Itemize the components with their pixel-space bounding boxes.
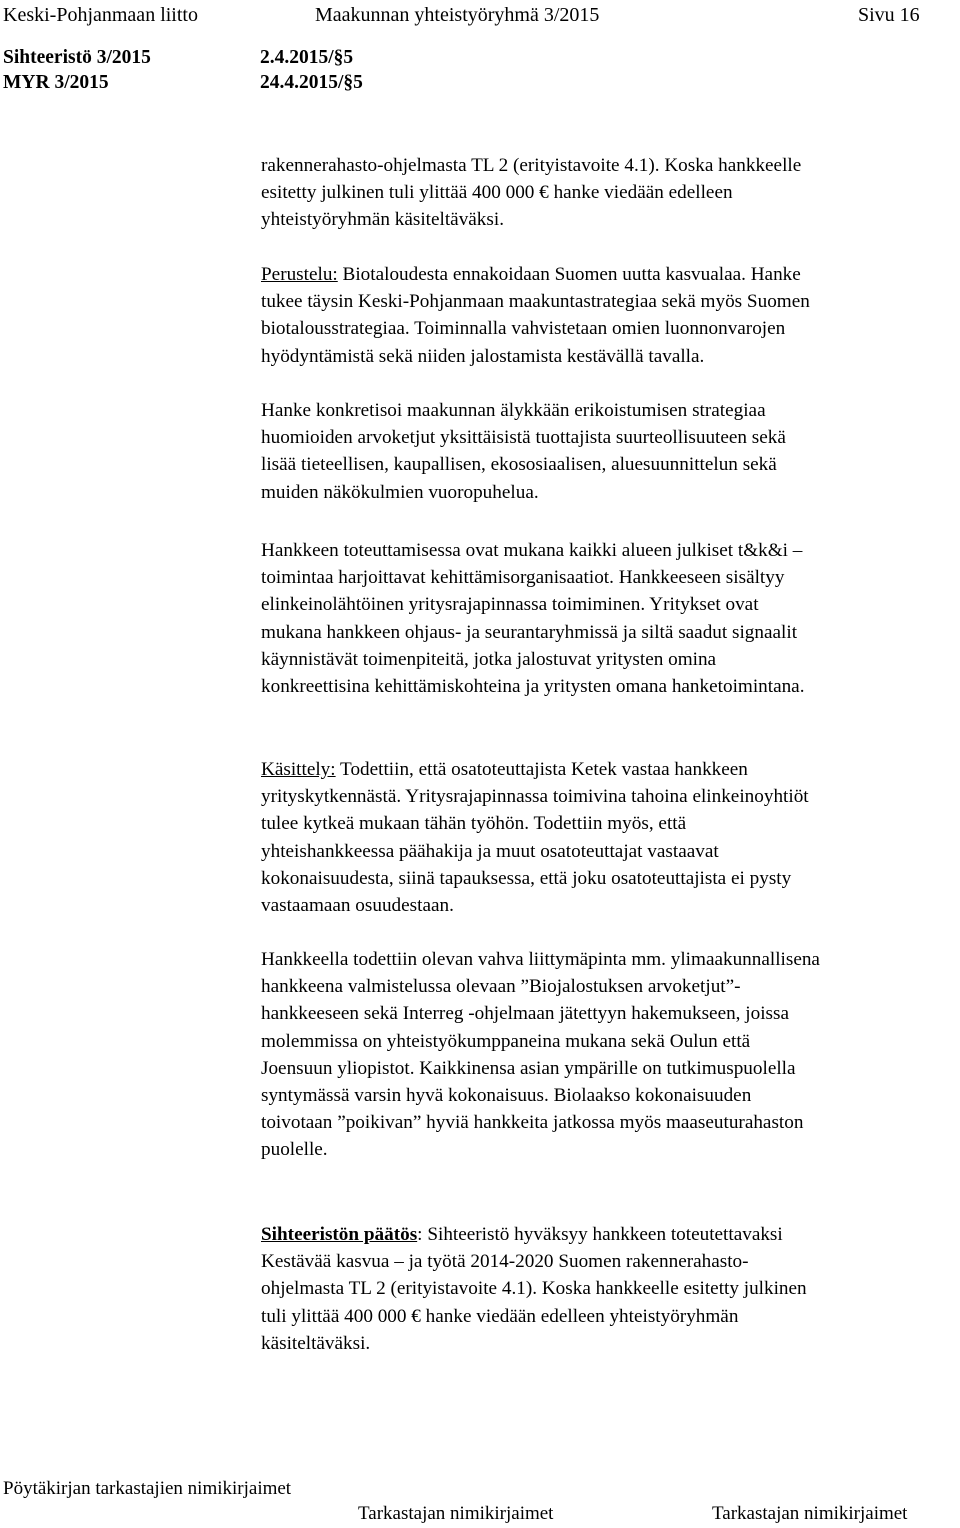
text-line: Hankkeella todettiin olevan vahva liittymäpinta mm. ylimaakunnallisena — [261, 949, 820, 970]
text-line: ohjelmasta TL 2 (erityistavoite 4.1). Koska hankkeelle esitetty julkinen — [261, 1278, 807, 1300]
decision-label: Sihteeristön päätös — [261, 1224, 418, 1245]
text-line: yrityskytkennästä. Yritysrajapinnassa toimivina tahoina elinkeinoyhtiöt — [261, 786, 809, 808]
text-line: Hankkeen toteuttamisessa ovat mukana kaikki alueen julkiset t&k&i – — [261, 540, 803, 561]
text-line: Todettiin, että osatoteuttajista Ketek vastaa hankkeen — [335, 759, 748, 780]
meta-myr-value: 24.4.2015/§5 — [260, 72, 363, 93]
justification-label: Perustelu: — [261, 264, 338, 285]
text-line: muiden näkökulmien vuoropuhelua. — [261, 481, 539, 503]
text-line: elinkeinolähtöinen yritysrajapinnassa toimiminen. Yritykset ovat — [261, 594, 759, 616]
paragraph-justification — [261, 261, 953, 370]
paragraph-handling — [261, 756, 953, 919]
header-organization: Keski-Pohjanmaan liitto — [3, 4, 198, 26]
text-line: syntymässä varsin hyvä kokonaisuus. Biolaakso kokonaisuuden — [261, 1085, 752, 1107]
text-line: hyödyntämistä sekä niiden jalostamista kestävällä tavalla. — [261, 345, 705, 367]
text-line: mukana hankkeen ohjaus- ja seurantaryhmissä ja siltä saadut signaalit — [261, 621, 798, 643]
text-line: biotalousstrategiaa. Toiminnalla vahvistetaan omien luonnonvarojen — [261, 318, 786, 340]
text-line: tulee kytkeä mukaan tähän työhön. Todettiin myös, että — [261, 813, 687, 835]
text-line: käsiteltäväksi. — [261, 1332, 371, 1354]
paragraph-smart-specialisation — [261, 397, 953, 506]
text-line: huomioiden arvoketjut yksittäisistä tuottajista suurteollisuuteen sekä — [261, 427, 786, 449]
paragraph-interfaces — [261, 946, 953, 1164]
handling-label: Käsittely: — [261, 759, 336, 780]
paragraph-continuation — [261, 152, 953, 234]
text-line: lisää tieteellisen, kaupallisen, ekososiaalisen, aluesuunnittelun sekä — [261, 454, 777, 476]
text-line: hankkeena valmistelussa olevaan ”Biojalostuksen arvoketjut”- — [261, 976, 741, 998]
text-line: Biotaloudesta ennakoidaan Suomen uutta kasvualaa. Hanke — [337, 264, 801, 285]
paragraph-secretariat-decision — [261, 1221, 953, 1357]
text-line: toivotaan ”poikivan” hyviä hankkeita jatkossa myös maaseuturahaston — [261, 1112, 804, 1134]
text-line: Kestävää kasvua – ja työtä 2014-2020 Suomen rakennerahasto- — [261, 1251, 749, 1273]
header-page-number: Sivu 16 — [858, 4, 920, 26]
text-line: molemmissa on yhteistyökumppaneina mukana sekä Oulun että — [261, 1030, 751, 1052]
text-line: yhteishankkeessa päähakija ja muut osatoteuttajat vastaavat — [261, 840, 719, 862]
header-meeting: Maakunnan yhteistyöryhmä 3/2015 — [315, 4, 600, 26]
footer-reviewers-initials: Pöytäkirjan tarkastajien nimikirjaimet — [3, 1478, 292, 1499]
text-line: Joensuun yliopistot. Kaikkinensa asian ympärille on tutkimuspuolella — [261, 1057, 796, 1079]
text-line: rakennerahasto-ohjelmasta TL 2 (erityistavoite 4.1). Koska hankkeelle — [261, 155, 802, 176]
footer-reviewer-initials-1: Tarkastajan nimikirjaimet — [358, 1503, 554, 1524]
meta-secretariat-label: Sihteeristö 3/2015 — [3, 47, 151, 68]
text-line: toimintaa harjoittavat kehittämisorganisaatiot. Hankkeeseen sisältyy — [261, 567, 785, 589]
text-line: konkreettisina kehittämiskohteina ja yritysten omana hanketoimintana. — [261, 676, 805, 698]
text-line: Hanke konkretisoi maakunnan älykkään erikoistumisen strategiaa — [261, 400, 766, 421]
text-line: vastaamaan osuudestaan. — [261, 895, 454, 917]
text-line: puolelle. — [261, 1139, 328, 1161]
text-line: Sihteeristö hyväksyy hankkeen toteutettavaksi — [422, 1224, 783, 1245]
text-line: tukee täysin Keski-Pohjanmaan maakuntastrategiaa sekä myös Suomen — [261, 291, 810, 313]
paragraph-implementation — [261, 537, 953, 700]
text-line: yhteistyöryhmän käsiteltäväksi. — [261, 209, 504, 231]
footer-reviewer-initials-2: Tarkastajan nimikirjaimet — [712, 1503, 908, 1524]
decision-label-colon: : — [417, 1224, 423, 1245]
text-line: käynnistävät toimenpiteitä, jotka jalostuvat yritysten omina — [261, 648, 717, 670]
text-line: hankkeeseen sekä Interreg -ohjelmaan jätettyyn hakemukseen, joissa — [261, 1003, 789, 1025]
meta-myr-label: MYR 3/2015 — [3, 72, 109, 93]
text-line: kokonaisuudesta, siinä tapauksessa, että joku osatoteuttajista ei pysty — [261, 867, 792, 889]
text-line: esitetty julkinen tuli ylittää 400 000 € hanke viedään edelleen — [261, 182, 733, 204]
meta-secretariat-value: 2.4.2015/§5 — [260, 47, 354, 68]
text-line: tuli ylittää 400 000 € hanke viedään edelleen yhteistyöryhmän — [261, 1305, 739, 1327]
